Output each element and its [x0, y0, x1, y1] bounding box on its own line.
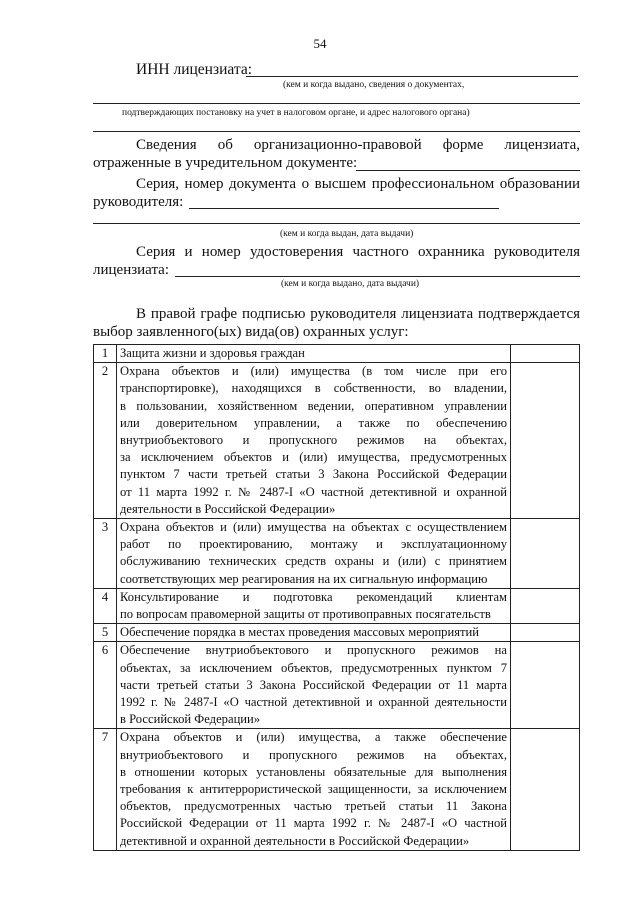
- service-description-line: от 11 марта 1992 г. № 2487-I «О частной детективной и охранной: [120, 484, 507, 499]
- service-number: 3: [94, 519, 117, 589]
- service-description-line: деятельности в Российской Федерации»: [120, 501, 336, 516]
- guard-cert-fill-line[interactable]: [175, 276, 580, 277]
- service-description-line: пунктом 7 части третьей статьи 3 Закона Российской Федерации: [120, 467, 507, 482]
- service-row: [94, 345, 580, 363]
- inn-hint-2: подтверждающих постановку на учет в налоговом органе, и адрес налогового органа): [122, 108, 470, 118]
- inn-hint-1: (кем и когда выдано, сведения о документах,: [283, 80, 465, 90]
- service-description-line: за исключением объектов и (или) имущества, предусмотренных: [120, 450, 507, 465]
- service-description-line: внутриобъектового и пропускного режимов на объектах,: [120, 433, 507, 448]
- service-description-line: Консультирование и подготовка рекомендаций клиентам: [120, 589, 507, 604]
- service-description-line: Обеспечение порядка в местах проведения массовых мероприятий: [120, 625, 479, 640]
- service-number: 1: [94, 345, 117, 363]
- service-row: [94, 363, 580, 519]
- education-line-1: Серия, номер документа о высшем профессиональном образовании: [136, 176, 580, 192]
- service-row: [94, 642, 580, 729]
- service-description-line: Охрана объектов и (или) имущества (в том числе при его: [120, 364, 507, 379]
- inn-fill-line-3[interactable]: [93, 131, 580, 132]
- inn-fill-line-2[interactable]: [93, 103, 580, 104]
- service-row: [94, 519, 580, 589]
- education-fill-line-2[interactable]: [93, 223, 580, 224]
- services-table: [93, 344, 580, 851]
- intro-line-2: выбор заявленного(ых) вида(ов) охранных услуг:: [93, 324, 409, 340]
- inn-label: ИНН лицензиата:: [136, 61, 253, 78]
- education-hint: (кем и когда выдан, дата выдачи): [280, 229, 414, 239]
- education-fill-line[interactable]: [189, 208, 499, 209]
- service-number: 5: [94, 624, 117, 642]
- org-form-fill-line[interactable]: [356, 170, 580, 171]
- service-description-line: или доверительном управлении, а также по обеспечению: [120, 415, 507, 430]
- intro-line-1: В правой графе подписью руководителя лицензиата подтверждается: [136, 306, 580, 322]
- service-description-line: внутриобъектового и пропускного режимов на объектах,: [120, 747, 507, 762]
- signature-cell[interactable]: [511, 588, 580, 623]
- service-description-line: части третьей статьи 3 Закона Российской Федерации от 11 марта: [120, 677, 507, 692]
- guard-cert-hint: (кем и когда выдано, дата выдачи): [281, 279, 420, 289]
- service-description: [117, 642, 511, 729]
- signature-cell[interactable]: [511, 642, 580, 729]
- service-number: 2: [94, 363, 117, 519]
- org-form-line-2: отраженные в учредительном документе:: [93, 155, 358, 171]
- service-row: [94, 729, 580, 850]
- service-description: [117, 588, 511, 623]
- service-description: [117, 345, 511, 363]
- org-form-line-1: Сведения об организационно-правовой форме лицензиата,: [136, 137, 580, 153]
- service-description-line: обслуживанию технических средств охраны и (или) с принятием: [120, 554, 507, 569]
- service-description-line: Обеспечение внутриобъектового и пропускного режимов на: [120, 643, 507, 658]
- signature-cell[interactable]: [511, 519, 580, 589]
- service-description-line: Защита жизни и здоровья граждан: [120, 346, 305, 360]
- service-description-line: детективной и охранной деятельности в Российской Федерации»: [120, 833, 470, 848]
- service-description-line: по вопросам правомерной защиты от противоправных посягательств: [120, 607, 491, 622]
- service-description-line: объектов, предусмотренных частью третьей статьи 11 Закона: [120, 799, 507, 814]
- guard-cert-line-1: Серия и номер удостоверения частного охранника руководителя: [136, 244, 580, 260]
- service-description-line: Охрана объектов и (или) имущества на объектах с осуществлением: [120, 520, 507, 535]
- service-description-line: работ по проектированию, монтажу и эксплуатационному: [120, 537, 507, 552]
- service-description-line: в пользовании, хозяйственном ведении, оперативном управлении: [120, 398, 507, 413]
- service-description: [117, 363, 511, 519]
- service-description-line: Российской Федерации от 11 марта 1992 г. № 2487-I «О частной: [120, 816, 507, 831]
- service-description: [117, 729, 511, 850]
- guard-cert-line-2: лицензиата:: [93, 262, 170, 278]
- service-description-line: в Российской Федерации»: [120, 712, 261, 727]
- signature-cell[interactable]: [511, 729, 580, 850]
- service-description-line: транспортировке), находящихся в собственности, во владении,: [120, 381, 507, 396]
- service-description: [117, 624, 511, 642]
- service-description-line: объектах, за исключением объектов, предусмотренных пунктом 7: [120, 660, 507, 675]
- page-number: 54: [313, 36, 327, 51]
- service-description-line: требования к антитеррористической защищенности, за исключением: [120, 782, 507, 797]
- signature-cell[interactable]: [511, 345, 580, 363]
- service-number: 4: [94, 588, 117, 623]
- service-number: 7: [94, 729, 117, 850]
- service-description-line: 1992 г. № 2487-I «О частной детективной и охранной деятельности: [120, 695, 507, 710]
- education-line-2: руководителя:: [93, 194, 184, 210]
- service-row: [94, 624, 580, 642]
- inn-fill-line[interactable]: [246, 76, 578, 77]
- service-description-line: Охрана объектов и (или) имущества, а также обеспечение: [120, 730, 507, 745]
- service-description: [117, 519, 511, 589]
- service-description-line: соответствующих мер реагирования на их сигнальную информацию: [120, 571, 488, 586]
- service-row: [94, 588, 580, 623]
- service-description-line: в отношении которых установлены обязательные для выполнения: [120, 764, 507, 779]
- signature-cell[interactable]: [511, 624, 580, 642]
- service-number: 6: [94, 642, 117, 729]
- signature-cell[interactable]: [511, 363, 580, 519]
